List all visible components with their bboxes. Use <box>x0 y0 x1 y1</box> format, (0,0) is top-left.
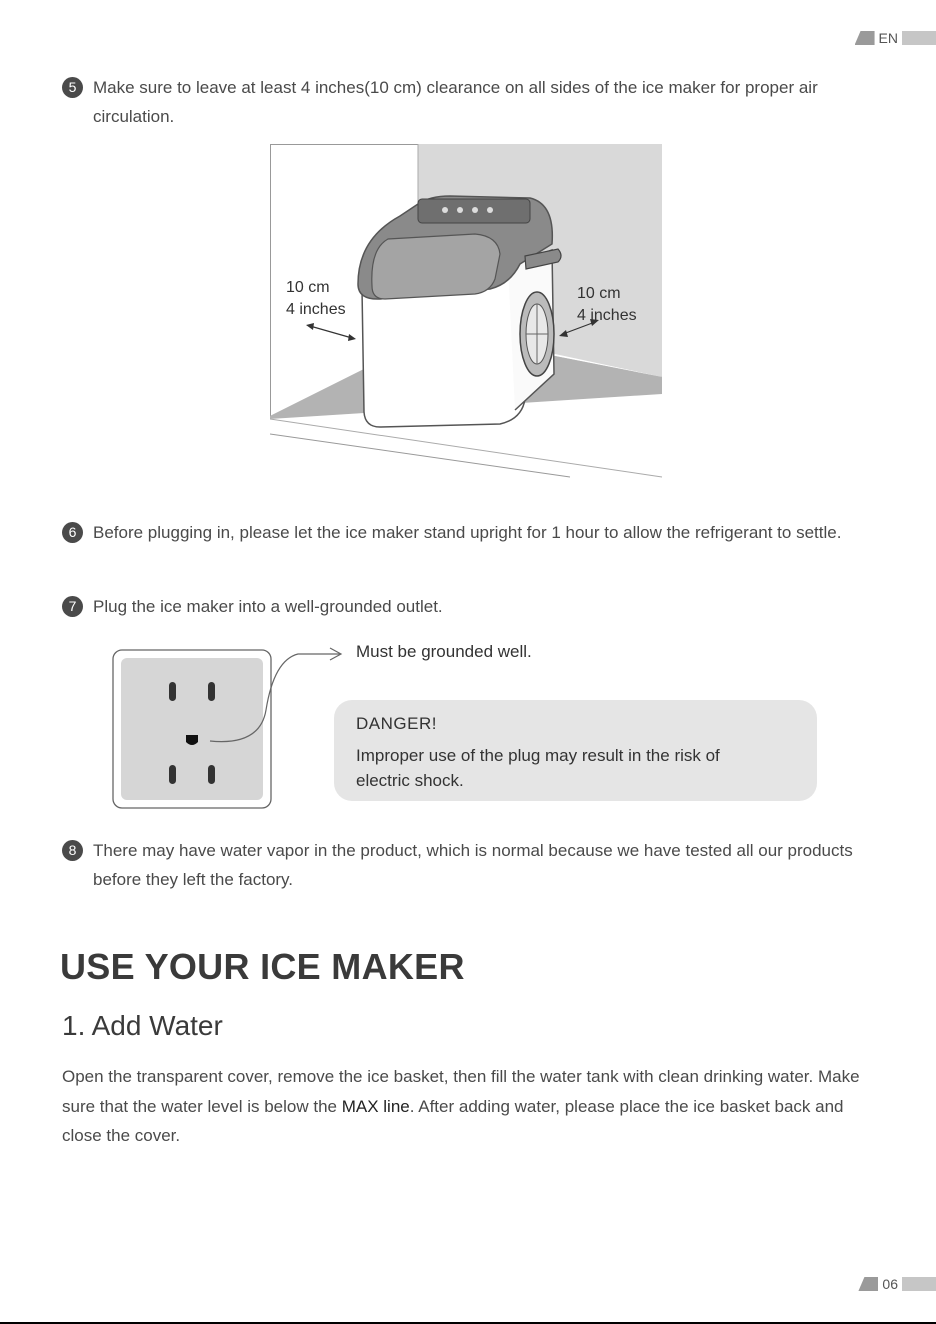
section-subtitle: 1. Add Water <box>62 1010 223 1041</box>
paragraph-text-2: . After adding water, please place the ice basket back and close the cover. <box>62 1096 844 1145</box>
step-5 <box>62 73 862 131</box>
page-number-tab <box>858 1276 936 1292</box>
step-number-badge: 6 <box>62 522 83 543</box>
language-label: EN <box>878 30 898 46</box>
step-text: Before plugging in, please let the ice maker stand upright for 1 hour to allow the refrigerant to settle. <box>93 523 842 542</box>
tab-left-shape <box>858 1277 878 1291</box>
right-clearance-inches: 4 inches <box>577 307 637 324</box>
grounded-callout: Must be grounded well. <box>356 642 532 661</box>
danger-text: Improper use of the plug may result in the risk of electric shock. <box>356 746 720 790</box>
danger-box <box>334 700 817 801</box>
danger-title: DANGER! <box>356 714 437 733</box>
step-text: Make sure to leave at least 4 inches(10 cm) clearance on all sides of the ice maker for proper air circulation. <box>93 78 818 126</box>
left-clearance-inches: 4 inches <box>286 301 346 318</box>
step-text: There may have water vapor in the product, which is normal because we have tested all our products before they left the factory. <box>93 841 853 889</box>
step-number-badge: 5 <box>62 77 83 98</box>
max-line-emphasis: MAX line <box>341 1096 410 1116</box>
step-7 <box>62 592 862 621</box>
tab-right-shape <box>902 31 936 45</box>
step-number-badge: 8 <box>62 840 83 861</box>
right-clearance-cm: 10 cm <box>577 285 621 302</box>
page-number: 06 <box>882 1276 898 1292</box>
tab-left-shape <box>855 31 875 45</box>
language-tab <box>855 30 936 46</box>
step-8 <box>62 836 862 894</box>
section-title: USE YOUR ICE MAKER <box>60 946 465 987</box>
paragraph-text-1: Open the transparent cover, remove the ice basket, then fill the water tank with clean drinking water. Make sure that the water level is below the <box>62 1067 860 1116</box>
tab-right-shape <box>902 1277 936 1291</box>
step-number-badge: 7 <box>62 596 83 617</box>
left-clearance-cm: 10 cm <box>286 279 330 296</box>
add-water-paragraph <box>62 1062 882 1151</box>
outlet-illustration <box>112 640 352 810</box>
step-6 <box>62 518 862 547</box>
step-text: Plug the ice maker into a well-grounded outlet. <box>93 597 443 616</box>
